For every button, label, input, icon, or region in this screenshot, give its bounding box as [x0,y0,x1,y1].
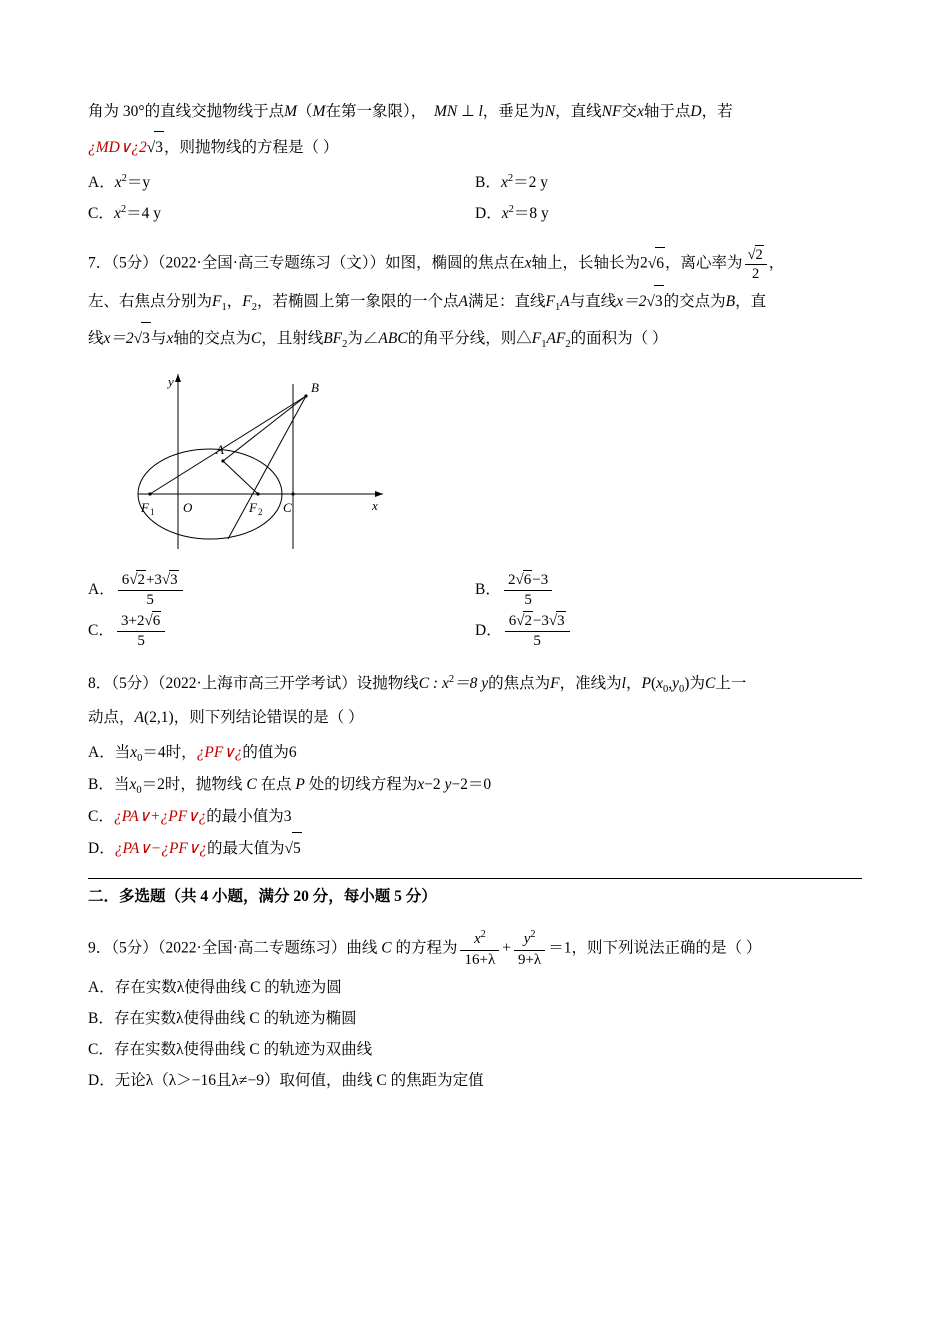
q9-frac1-num [460,928,499,951]
q7-var-F1AF2-mid: AF [546,330,566,348]
q9-frac2-var: y [523,931,531,948]
q7-eq-2: x＝2 [103,330,134,348]
q8-var-x0: x [656,674,663,692]
q9-text-1: 曲线 [346,939,382,957]
q6-option-a[interactable] [88,167,475,198]
label-B: B [311,379,319,395]
q9-source: （2022·全国·高二专题练习） [157,939,347,957]
q8-var-y0-sub: 0 [679,683,685,695]
q7-b-pre: 2 [508,571,516,588]
q7-text-2: 轴上，长轴长为2 [531,254,648,272]
q8-a-sub: 0 [137,752,143,764]
q7-a-pre: 6 [121,571,130,588]
q9-fraction-y [514,928,545,970]
q7-var-F1AF2-sub2: 2 [565,339,571,351]
q7-option-d[interactable] [475,611,862,652]
q8-text-6: 上一 [715,674,747,692]
q8-b-eq-mid: −2 [424,776,445,793]
q6-option-a-var: x [114,174,122,191]
q9-option-d[interactable] [88,1065,862,1096]
q8-point-P: $P(x_0,y_0)$ [641,674,690,695]
q9-option-b-text: 存在实数λ使得曲线 C 的轨迹为椭圆 [114,1010,357,1028]
line-B-F2 [228,396,306,539]
q8-c-expression: ¿PA∨+¿PF∨¿ [114,808,207,826]
q9-option-a[interactable] [88,972,862,1003]
q6-option-c[interactable] [88,198,475,229]
question-7-options [88,570,862,652]
q7-sqrt6: 6 [655,247,665,279]
q9-frac2-den: 9+λ [517,951,542,968]
q7-var-F2-sub: 2 [251,302,257,314]
q8-a-pre: 当 [114,743,131,761]
q8-parabola-equation [419,675,488,692]
q7-b-mid: −3 [532,571,549,588]
point-F1 [148,492,151,495]
q7-var-F2: F [242,293,252,311]
ellipse-diagram [128,364,458,559]
question-7-stem [88,245,862,283]
q7-ecc-sqrt2: 2 [755,247,763,263]
q6-var-MN: MN [433,103,458,120]
q6-option-d-text: ＝8 y [513,205,549,222]
section-2-title: 二．多选题（共 4 小题，满分 20 分，每小题 5 分） [88,878,862,912]
q8-var-A: A [134,708,144,726]
q7-option-a[interactable] [88,570,475,611]
q8-d-tail: 的最大值为 [206,840,285,858]
q7-var-BF2-sub: 2 [342,339,348,351]
q9-option-c-label: C． [88,1041,114,1059]
q6-stem-text-5: ，直线 [555,103,602,120]
q6-stem-text-7: 轴于点 [643,103,691,120]
q6-option-c-var: x [114,205,121,222]
q9-plus: + [502,939,511,957]
q7-a-mid: +3 [145,571,162,588]
q8-text-5: 为 [689,674,705,692]
q7-option-d-fraction [505,611,570,652]
q8-a-var-x: x [130,743,138,761]
q8-b-eq-tail: −2＝0 [451,776,492,793]
q7-a-sqrt2: 3 [169,570,179,591]
q7-option-d-label: D． [475,621,502,639]
q6-var-D: D [690,103,702,120]
q8-b-var-P: P [295,776,305,793]
q6-md-expression: ¿MD∨¿2 [88,139,147,156]
q7-text-18: 的面积为（ ） [570,330,668,348]
q7-text-3: ，离心率为 [665,254,743,272]
q7-var-F1AF2: F [531,330,542,348]
q7-option-a-fraction [118,570,183,611]
question-6-stem [88,96,862,127]
q8-option-a-label: A． [88,743,115,761]
q8-var-F: F [550,674,560,692]
q9-frac1-exp: 2 [480,929,486,941]
q7-option-c-label: C． [88,621,114,639]
q8-option-b[interactable] [88,769,862,801]
label-F1: F [141,499,149,515]
question-8-stem [88,668,862,700]
q9-frac1-var: x [473,931,481,948]
q6-stem-text-6: 交 [621,103,637,120]
q8-var-l: l [621,674,626,692]
q6-option-a-text: ＝y [126,174,151,191]
q6-var-x: x [636,103,644,120]
q7-var-F1-sub: 1 [221,302,227,314]
q8-formula-C: C : x [418,674,449,692]
q7-text-13: 与 [150,330,167,348]
q7-text-12: 线 [88,330,104,348]
q7-b-den: 5 [524,592,532,609]
q8-b-eq-y: y [444,776,452,793]
q9-frac1-den: 16+λ [464,951,496,968]
q7-var-F1A-sub: 1 [554,302,561,314]
q9-text-2: 的方程为 [391,939,458,957]
q6-var-M2: M [312,103,326,120]
line-A-F2 [223,461,258,494]
q9-option-c-text: 存在实数λ使得曲线 C 的轨迹为双曲线 [114,1041,373,1059]
q7-option-d-num [505,611,570,633]
question-7-stem-line3 [88,322,862,355]
q7-var-A: A [458,293,468,311]
q8-comma: , [668,674,673,692]
q7-option-b-fraction [504,570,552,611]
q8-d-expression: ¿PA∨−¿PF∨¿ [114,840,207,858]
q6-option-b[interactable] [475,167,862,198]
q8-a-mid: ＝4时， [142,743,197,761]
q7-d-pre: 6 [508,612,517,629]
q8-b-var-C: C [246,776,257,793]
question-9-options [88,972,862,1096]
q8-formula-exp: 2 [448,673,455,685]
question-8-stem-line2 [88,702,862,733]
point-F2 [256,492,259,495]
q8-A-coords: (2,1) [143,708,174,726]
q6-option-a-exp: 2 [121,172,127,184]
q7-a-den: 5 [146,592,154,609]
q7-text-17: 的角平分线，则△ [407,330,532,348]
q7-eccentricity-fraction [745,245,767,283]
question-7-figure [88,364,862,564]
q7-ecc-den: 2 [752,266,760,283]
q7-d-sqrt2: 3 [556,611,566,632]
q8-b-eq-x: x [417,776,425,793]
q8-b-mid: ＝2时，抛物线 [141,776,247,793]
q8-text-2: 的焦点为 [488,674,551,692]
q6-option-d[interactable] [475,198,862,229]
q7-option-b[interactable] [475,570,862,611]
q6-stem-text-8: ，若 [701,103,733,120]
q8-text-3: ，准线为 [559,674,622,692]
q7-sqrt3-a: 3 [654,285,664,317]
q8-b-mid2: 在点 [256,776,296,793]
q8-d-sqrt5: 5 [292,832,302,864]
q7-text-5: 左、右焦点分别为 [88,293,213,311]
q7-d-mid: −3 [532,612,549,629]
q7-option-b-num [504,570,552,592]
q6-stem-text-3: 在第一象限）， [325,103,427,120]
q7-text-8: 满足：直线 [467,293,546,311]
q9-option-c[interactable] [88,1034,862,1065]
q6-option-b-var: x [501,174,508,191]
q7-var-x2: x [166,330,174,348]
q6-stem-text-4: ，垂足为 [482,103,545,120]
q6-var-M: M [284,103,297,120]
q7-text-10: 的交点为 [663,293,726,311]
question-6-options [88,167,862,229]
q7-source: （2022·全国·高三专题练习（文）） [157,254,386,272]
q6-option-c-exp: 2 [120,203,127,215]
q9-option-d-text: 无论λ（λ＞−16且λ≠−9）取何值，曲线 C 的焦距为定值 [114,1072,484,1090]
label-A: A [216,441,224,457]
question-7-stem-line2 [88,285,862,318]
q6-option-b-exp: 2 [507,172,514,184]
q8-text-7: 动点， [88,708,135,726]
q7-c-sqrt1: 6 [152,611,162,632]
q7-c-den: 5 [137,633,145,650]
label-C: C [283,499,292,515]
q7-var-F1AF2-sub1: 1 [541,339,547,351]
q7-score: （5分） [111,254,158,272]
q7-option-a-num [118,570,183,592]
line-A-B [223,396,306,461]
q6-var-l: l [478,103,483,120]
q8-text-8: ，则下列结论错误的是（ ） [173,708,364,726]
q9-text-3: ＝1，则下列说法正确的是（ ） [548,939,762,957]
q6-option-d-label: D． [475,205,502,222]
q7-ecc-num [745,245,767,265]
label-F2: F [249,499,257,515]
q8-c-tail: 的最小值为3 [206,808,292,826]
q6-perp-symbol: ⊥ [461,103,475,120]
q8-option-b-label: B． [88,776,114,793]
q8-b-sub: 0 [136,785,142,797]
q9-frac2-num [514,928,545,951]
point-C [291,492,294,495]
q8-option-a[interactable] [88,737,862,769]
q8-text-4: ， [625,674,642,692]
q7-option-c-fraction [117,611,165,652]
q8-var-y0: y [672,674,680,692]
q7-sqrt3-b: 3 [141,322,151,354]
q9-fraction-x [460,928,499,970]
q8-var-x0-sub: 0 [663,683,669,695]
question-8-options [88,737,862,864]
q7-var-ABC: ABC [378,330,408,348]
q8-a-pf-expression: ¿PF∨¿ [196,743,243,761]
question-6-stem-line2 [88,131,862,163]
q6-option-a-label: A． [88,174,115,191]
point-B [304,394,307,397]
q7-b-sqrt1: 6 [523,570,533,591]
q7-option-a-label: A． [88,580,115,598]
q9-option-b-label: B． [88,1010,114,1028]
q8-b-pre: 当 [114,776,130,793]
label-y: y [168,373,174,389]
q7-text-14: 轴的交点为 [173,330,251,348]
q7-number: 7． [88,254,112,272]
q8-option-d-label: D． [88,840,115,858]
q6-sqrt3: 3 [154,131,164,163]
q8-var-P: P [641,674,651,692]
q7-a-sqrt1: 2 [136,570,146,591]
q6-option-d-exp: 2 [508,203,514,215]
q8-option-d[interactable] [88,832,862,864]
point-A [221,459,224,462]
q8-b-mid3: 处的切线方程为 [304,776,418,793]
q7-option-c-num [117,611,165,633]
q7-var-x: x [524,254,532,272]
q6-stem-text-1: 角为 30°的直线交抛物线于点 [88,103,285,120]
q7-text-15: ，且射线 [261,330,324,348]
q8-a-tail: 的值为6 [242,743,297,761]
q9-option-a-text: 存在实数λ使得曲线 C 的轨迹为圆 [114,979,342,997]
q7-var-BF2: BF [323,330,343,348]
y-axis-arrow [175,374,181,382]
q8-text-1: 设抛物线 [356,674,419,692]
q9-option-d-label: D． [88,1072,115,1090]
q8-option-c-label: C． [88,808,114,826]
q7-var-B: B [725,293,736,311]
q8-score: （5分） [111,674,158,692]
q6-option-d-var: x [501,205,509,222]
q9-number: 9． [88,939,112,957]
q8-option-c[interactable] [88,801,862,832]
q6-var-NF: NF [601,103,622,120]
q7-eq-1: x＝2 [616,293,647,311]
q8-b-var-x: x [129,776,137,793]
q8-number: 8． [88,674,112,692]
q8-var-C: C [704,674,716,692]
q7-option-c[interactable] [88,611,475,652]
label-F2-sub: 2 [258,506,263,517]
x-axis-arrow [375,491,383,497]
q6-stem-tail: ，则抛物线的方程是（ ） [163,139,339,156]
line-F1-A-B [150,396,306,494]
q6-option-b-label: B． [475,174,501,191]
question-9-stem [88,928,862,970]
q7-text-1: 如图，椭圆的焦点在 [385,254,525,272]
q9-var-C: C [381,939,392,957]
q7-option-b-label: B． [475,580,501,598]
q7-text-6: ， [226,293,243,311]
q7-d-den: 5 [533,633,541,650]
q6-var-N: N [544,103,556,120]
q6-option-c-label: C． [88,205,114,222]
q7-text-7: ，若椭圆上第一象限的一个点 [257,293,459,311]
label-x: x [372,497,378,513]
q9-option-b[interactable] [88,1003,862,1034]
q7-text-11: ，直 [735,293,767,311]
q7-var-F1A-tail: A [560,293,570,311]
q7-c-pre: 3+2 [121,612,145,629]
q9-score: （5分） [111,939,158,957]
q6-option-b-text: ＝2 y [513,174,549,191]
q8-formula-tail: ＝8 y [454,674,489,692]
q7-text-4: ， [768,254,785,272]
label-F1-sub: 1 [150,506,155,517]
q7-d-sqrt1: 2 [523,611,533,632]
q7-text-16: 为∠ [347,330,379,348]
q8-source: （2022·上海市高三开学考试） [157,674,357,692]
q9-frac2-exp: 2 [530,929,536,941]
q7-var-F1A: F [545,293,555,311]
q6-stem-text-2: （ [297,103,313,120]
q7-text-9: 与直线 [569,293,617,311]
q6-option-c-text: ＝4 y [126,205,162,222]
q9-option-a-label: A． [88,979,115,997]
q7-var-C: C [250,330,262,348]
q7-var-F1: F [212,293,222,311]
label-O: O [183,499,193,515]
